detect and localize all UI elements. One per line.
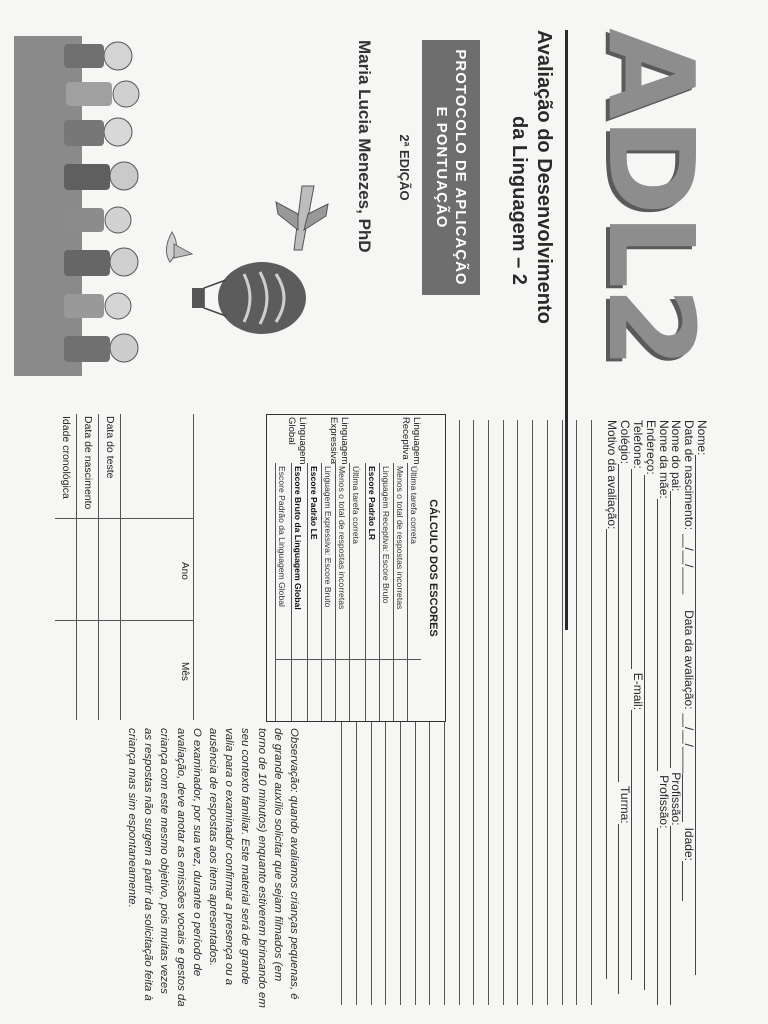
evaluation-date-field[interactable]: __/__/____ xyxy=(682,713,697,774)
phone-label: Telefone: xyxy=(631,420,646,469)
row-label: Menos o total de respostas incorretas xyxy=(393,463,407,659)
form-line-nome xyxy=(695,420,708,1005)
row-label: Escore Padrão LE xyxy=(307,463,321,659)
chronological-age-table xyxy=(55,414,194,720)
score-cell[interactable] xyxy=(393,659,407,721)
author-name: Maria Lucia Menezes, PhD xyxy=(355,40,374,253)
score-cell[interactable] xyxy=(349,659,365,721)
row-label: Menos o total de respostas incorretas xyxy=(335,463,349,659)
idade-label: Idade: xyxy=(682,827,697,861)
score-cell[interactable] xyxy=(291,659,307,721)
evaluation-date-label: Data da avaliação: xyxy=(682,610,697,710)
banner-line1: PROTOCOLO DE APLICAÇÃO xyxy=(452,49,470,286)
group-spacer xyxy=(393,415,407,463)
mother-name-field[interactable] xyxy=(657,499,668,771)
year-column-header: Ano xyxy=(179,562,190,580)
group-label-receptive: Linguagem Receptiva xyxy=(400,417,422,465)
cover-title-line1: Avaliação do Desenvolvimento xyxy=(533,30,555,324)
score-table-title: CÁLCULO DOS ESCORES xyxy=(427,499,439,637)
row-label: Data de nascimento xyxy=(82,416,94,510)
mother-name-label: Nome da mãe: xyxy=(656,420,671,499)
group-spacer xyxy=(379,415,393,463)
hot-air-balloon xyxy=(192,262,306,334)
blank-line[interactable] xyxy=(576,420,591,1005)
cover-title-line2: da Linguagem – 2 xyxy=(508,116,530,285)
blank-line[interactable] xyxy=(459,420,474,1005)
spacer-line xyxy=(682,774,693,822)
row-label: Idade cronológica xyxy=(60,416,72,499)
score-cell[interactable] xyxy=(379,659,393,721)
table-row xyxy=(349,415,365,721)
bird xyxy=(166,232,192,262)
table-row xyxy=(98,414,121,720)
table-row xyxy=(54,414,77,720)
father-profession-field[interactable] xyxy=(670,826,681,1005)
blank-line[interactable] xyxy=(518,420,533,1005)
row-label: Escore Padrão da Linguagem Global xyxy=(275,463,291,659)
score-cell[interactable] xyxy=(307,659,321,721)
form-line-mae xyxy=(657,420,670,1005)
edition-label: 2ª EDIÇÃO xyxy=(397,134,412,201)
class-field[interactable] xyxy=(618,824,629,994)
phone-field[interactable] xyxy=(631,469,642,669)
protocol-banner xyxy=(422,40,480,295)
form-line-colegio xyxy=(618,420,631,1005)
table-row xyxy=(321,415,335,721)
score-cell[interactable] xyxy=(335,659,349,721)
month-column-header: Mês xyxy=(179,662,190,681)
blank-line[interactable] xyxy=(547,420,562,1005)
score-cell[interactable] xyxy=(365,659,379,721)
group-spacer xyxy=(275,415,291,463)
birthdate-field[interactable]: __/__/____ xyxy=(682,534,697,595)
group-spacer xyxy=(365,415,379,463)
table-row xyxy=(286,415,308,721)
form-line-endereco xyxy=(644,420,657,1005)
blank-line[interactable] xyxy=(591,420,606,1005)
row-label: Data do teste xyxy=(104,416,116,479)
blank-line[interactable] xyxy=(444,420,459,1005)
nome-label: Nome: xyxy=(695,420,709,456)
blank-line[interactable] xyxy=(562,420,577,1005)
class-label: Turma: xyxy=(618,786,633,824)
school-label: Colégio: xyxy=(618,420,633,465)
address-label: Endereço: xyxy=(643,420,658,475)
table-row xyxy=(393,415,407,721)
group-label-global: Linguagem Global xyxy=(286,417,308,465)
score-cell[interactable] xyxy=(407,659,421,721)
form-line-dates xyxy=(682,420,695,1005)
adl2-logo: ADL2 xyxy=(582,28,720,367)
row-label: Linguagem Receptiva: Escore Bruto xyxy=(379,463,393,659)
group-label-expressive: Linguagem Expressiva xyxy=(328,417,350,465)
score-cell[interactable] xyxy=(321,659,335,721)
group-spacer xyxy=(307,415,321,463)
observation-paragraph-1: Observação: quando avaliamos crianças pequenas, é de grande auxílio solicitar que sejam filmados (em torno de 10 minutos) enquanto estiverem brincando em seu contexto familiar. Este material será de grande valia para o examinador confirmar a presença ou a ausência de respostas aos itens apresentados. xyxy=(207,728,300,1008)
form-line-pai xyxy=(670,420,683,1005)
children-illustration xyxy=(14,36,332,376)
mother-profession-label: Profissão: xyxy=(656,775,671,829)
email-label: E-mail: xyxy=(631,672,646,711)
blank-line[interactable] xyxy=(488,420,503,1005)
score-calculation-table xyxy=(266,414,446,722)
airplane xyxy=(276,186,328,250)
row-label: Última tarefa correta xyxy=(407,463,421,659)
score-cell[interactable] xyxy=(275,659,291,721)
father-name-label: Nome do pai: xyxy=(669,420,684,492)
school-field[interactable] xyxy=(618,464,629,782)
father-name-field[interactable] xyxy=(670,491,681,768)
table-row xyxy=(379,415,393,721)
group-spacer xyxy=(321,415,335,463)
email-field[interactable] xyxy=(631,710,642,980)
row-label: Última tarefa correta xyxy=(349,463,365,659)
mother-profession-field[interactable] xyxy=(657,828,668,1005)
row-label: Escore Padrão LR xyxy=(365,463,379,659)
table-row xyxy=(307,415,321,721)
blank-line[interactable] xyxy=(503,420,518,1005)
table-row xyxy=(76,414,99,720)
reason-field[interactable] xyxy=(606,529,617,979)
table-row xyxy=(275,415,291,721)
observation-note xyxy=(124,728,302,1008)
row-label: Linguagem Expressiva: Escore Bruto xyxy=(321,463,335,659)
nome-field[interactable] xyxy=(695,455,706,975)
table-row xyxy=(365,415,379,721)
row-label: Escore Bruto da Linguagem Global xyxy=(291,463,307,659)
reason-label: Motivo da avaliação: xyxy=(605,420,620,530)
group-spacer xyxy=(349,415,365,463)
address-field[interactable] xyxy=(644,475,655,990)
father-profession-label: Profissão: xyxy=(669,772,684,826)
banner-line2: E PONTUAÇÃO xyxy=(433,106,450,229)
observation-paragraph-2: O examinador, por sua vez, durante o período de avaliação, deve anotar as emissões vocais e gestos da criança com este mesmo objetivo, pois muitas vezes as respostas não surgem a partir da solicitação feita à criança mas sim espontaneamente. xyxy=(126,728,203,1007)
blank-line[interactable] xyxy=(532,420,547,1005)
blank-line[interactable] xyxy=(473,420,488,1005)
form-line-telefone xyxy=(631,420,644,1005)
idade-field[interactable] xyxy=(682,861,693,901)
form-line-motivo xyxy=(606,420,619,1005)
birthdate-label: Data de nascimento: xyxy=(682,420,697,531)
